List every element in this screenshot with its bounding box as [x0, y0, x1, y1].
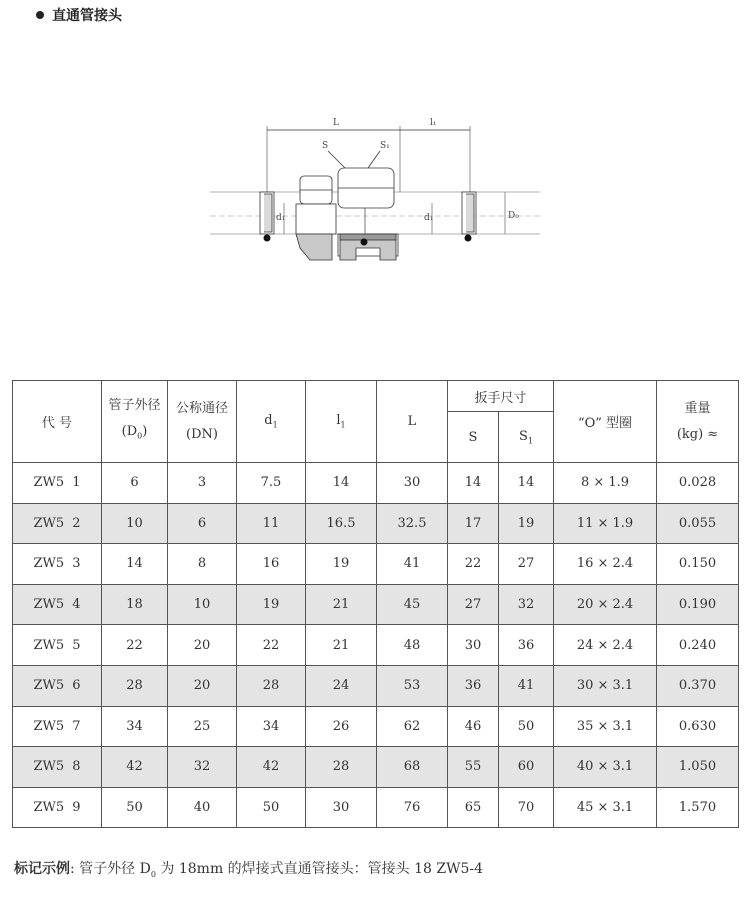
cell-L: 62	[377, 706, 448, 747]
cell-dn: 25	[168, 706, 237, 747]
section-title: 直通管接头	[52, 8, 122, 24]
spec-table	[12, 380, 739, 828]
cell-od: 22	[102, 625, 168, 666]
cell-oring: 40 × 3.1	[554, 747, 657, 788]
cell-code: ZW5 8	[13, 747, 102, 788]
cell-S1: 50	[499, 706, 554, 747]
cell-d1: 34	[237, 706, 306, 747]
cell-S1: 70	[499, 787, 554, 828]
header-S1: $S_1$	[499, 412, 554, 463]
marking-example-label: 标记示例	[14, 861, 70, 877]
cell-weight: 0.055	[657, 503, 739, 544]
table-row	[13, 787, 739, 828]
cell-S1: 41	[499, 665, 554, 706]
cell-od: 18	[102, 584, 168, 625]
cell-od: 14	[102, 544, 168, 585]
marking-example-text: 管子外径 D	[79, 861, 151, 877]
cell-od: 10	[102, 503, 168, 544]
dim-l1-label: l₁	[430, 118, 437, 128]
table-row	[13, 503, 739, 544]
cell-d1: 28	[237, 665, 306, 706]
header-L: L	[377, 381, 448, 463]
cell-weight: 0.240	[657, 625, 739, 666]
header-S: S	[448, 412, 499, 463]
cell-oring: 24 × 2.4	[554, 625, 657, 666]
table-row	[13, 747, 739, 788]
cell-l1: 21	[306, 584, 377, 625]
marking-example: 标记示例: 管子外径 $D_0$ 为 18mm 的焊接式直通管接头：管接头 18 ZW5-4	[14, 861, 484, 879]
cell-d1: 42	[237, 747, 306, 788]
cell-S: 36	[448, 665, 499, 706]
header-d1: $d_1$	[237, 381, 306, 463]
cell-l1: 28	[306, 747, 377, 788]
header-oring: “O” 型圈	[554, 381, 657, 463]
cell-dn: 8	[168, 544, 237, 585]
cell-oring: 16 × 2.4	[554, 544, 657, 585]
table-row	[13, 463, 739, 504]
cell-oring: 30 × 3.1	[554, 665, 657, 706]
cell-S1: 14	[499, 463, 554, 504]
cell-dn: 40	[168, 787, 237, 828]
cell-od: 6	[102, 463, 168, 504]
cell-dn: 20	[168, 625, 237, 666]
cell-S: 22	[448, 544, 499, 585]
cell-oring: 11 × 1.9	[554, 503, 657, 544]
cell-od: 50	[102, 787, 168, 828]
cell-code: ZW5 5	[13, 625, 102, 666]
cell-code: ZW5 7	[13, 706, 102, 747]
cell-oring: 20 × 2.4	[554, 584, 657, 625]
table-row	[13, 544, 739, 585]
cell-S: 46	[448, 706, 499, 747]
fitting-drawing	[200, 108, 550, 288]
cell-weight: 1.050	[657, 747, 739, 788]
cell-L: 41	[377, 544, 448, 585]
table-row	[13, 706, 739, 747]
dim-S1-label: S₁	[380, 141, 390, 151]
cell-code: ZW5 9	[13, 787, 102, 828]
table-row	[13, 665, 739, 706]
cell-code: ZW5 3	[13, 544, 102, 585]
cell-weight: 0.028	[657, 463, 739, 504]
cell-l1: 16.5	[306, 503, 377, 544]
header-weight: 重量 (kg) ≈	[657, 381, 739, 463]
cell-od: 34	[102, 706, 168, 747]
cell-d1: 16	[237, 544, 306, 585]
cell-l1: 21	[306, 625, 377, 666]
header-tube-od: 管子外径 $(D_0)$	[102, 381, 168, 463]
table-row	[13, 625, 739, 666]
cell-l1: 19	[306, 544, 377, 585]
cell-weight: 0.190	[657, 584, 739, 625]
cell-S1: 19	[499, 503, 554, 544]
cell-oring: 45 × 3.1	[554, 787, 657, 828]
cell-L: 32.5	[377, 503, 448, 544]
dim-D0-label: D₀	[508, 211, 519, 221]
cell-dn: 10	[168, 584, 237, 625]
cell-S1: 32	[499, 584, 554, 625]
cell-d1: 19	[237, 584, 306, 625]
dim-d1-right-label: d₁	[424, 213, 434, 223]
cell-S1: 60	[499, 747, 554, 788]
cell-S1: 36	[499, 625, 554, 666]
cell-L: 68	[377, 747, 448, 788]
cell-oring: 35 × 3.1	[554, 706, 657, 747]
cell-oring: 8 × 1.9	[554, 463, 657, 504]
cell-S: 17	[448, 503, 499, 544]
cell-weight: 1.570	[657, 787, 739, 828]
cell-l1: 14	[306, 463, 377, 504]
cell-d1: 7.5	[237, 463, 306, 504]
cell-S: 27	[448, 584, 499, 625]
cell-weight: 0.150	[657, 544, 739, 585]
cell-dn: 3	[168, 463, 237, 504]
cell-dn: 6	[168, 503, 237, 544]
cell-S: 14	[448, 463, 499, 504]
cell-code: ZW5 4	[13, 584, 102, 625]
cell-dn: 32	[168, 747, 237, 788]
table-row	[13, 584, 739, 625]
cell-code: ZW5 6	[13, 665, 102, 706]
cell-L: 76	[377, 787, 448, 828]
cell-l1: 24	[306, 665, 377, 706]
cell-L: 53	[377, 665, 448, 706]
header-nominal-bore: 公称通径 (DN)	[168, 381, 237, 463]
header-wrench-size: 扳手尺寸	[448, 381, 554, 412]
dim-S-label: S	[322, 141, 329, 151]
cell-l1: 30	[306, 787, 377, 828]
cell-S1: 27	[499, 544, 554, 585]
cell-L: 30	[377, 463, 448, 504]
cell-S: 55	[448, 747, 499, 788]
cell-od: 28	[102, 665, 168, 706]
header-l1: $l_1$	[306, 381, 377, 463]
cell-L: 48	[377, 625, 448, 666]
cell-d1: 22	[237, 625, 306, 666]
header-code: 代 号	[13, 381, 102, 463]
cell-S: 30	[448, 625, 499, 666]
cell-d1: 50	[237, 787, 306, 828]
cell-L: 45	[377, 584, 448, 625]
cell-d1: 11	[237, 503, 306, 544]
cell-code: ZW5 1	[13, 463, 102, 504]
cell-weight: 0.370	[657, 665, 739, 706]
cell-od: 42	[102, 747, 168, 788]
dim-L-label: L	[333, 118, 339, 128]
cell-weight: 0.630	[657, 706, 739, 747]
cell-code: ZW5 2	[13, 503, 102, 544]
cell-l1: 26	[306, 706, 377, 747]
cell-dn: 20	[168, 665, 237, 706]
bullet-icon	[36, 11, 44, 19]
cell-S: 65	[448, 787, 499, 828]
dim-d1-left-label: d₁	[276, 213, 286, 223]
section-heading	[36, 5, 122, 25]
